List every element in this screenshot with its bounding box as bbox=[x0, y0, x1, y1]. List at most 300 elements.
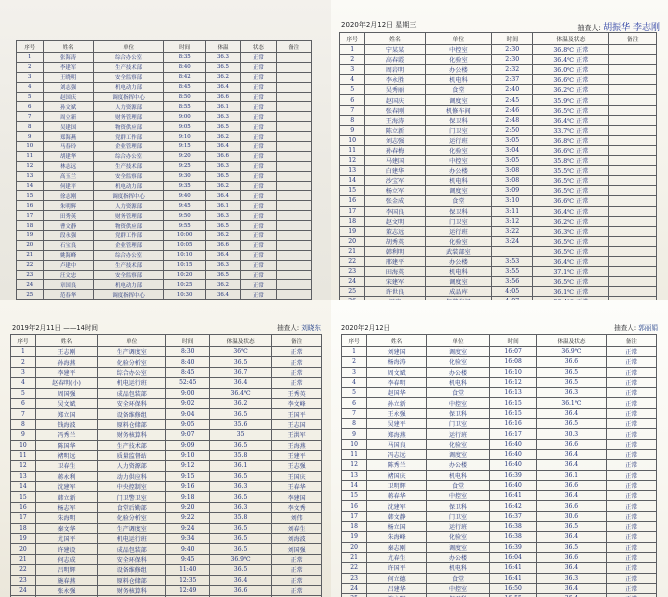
cell-temp: 36.3 bbox=[205, 260, 240, 270]
col-header-unit: 单位 bbox=[98, 335, 166, 347]
table-row bbox=[342, 480, 657, 490]
cell-temp: 36.8℃ 正常 bbox=[533, 135, 609, 145]
cell-note bbox=[276, 211, 311, 221]
cell-temp: 36.6 bbox=[537, 439, 606, 449]
table-row bbox=[340, 256, 657, 266]
cell-status: 正常 bbox=[241, 280, 276, 290]
col-header-unit: 单位 bbox=[427, 335, 490, 347]
table-row bbox=[17, 142, 312, 152]
cell-unit: 办公楼 bbox=[425, 166, 492, 176]
table-row bbox=[340, 135, 657, 145]
cell-name: 刘志强 bbox=[365, 135, 425, 145]
cell-note bbox=[609, 236, 657, 246]
cell-name: 蒋永利 bbox=[35, 471, 97, 481]
cell-temp: 36.5 bbox=[205, 171, 240, 181]
cell-temp: 36.6 bbox=[210, 585, 272, 595]
cell-unit: 机修车间 bbox=[425, 105, 492, 115]
cell-time: 16:04 bbox=[490, 552, 537, 562]
cell-temp: 36.5℃ 正常 bbox=[533, 277, 609, 287]
cell-name: 宋建军 bbox=[365, 277, 425, 287]
table-row bbox=[340, 115, 657, 125]
cell-name: 秦志刚 bbox=[367, 542, 427, 552]
cell-note bbox=[609, 196, 657, 206]
cell-time: 3:11 bbox=[492, 206, 533, 216]
cell-unit: 原料仓储部 bbox=[98, 419, 166, 429]
cell-name: 石宝良 bbox=[43, 240, 93, 250]
cell-unit: 财务核算科 bbox=[98, 430, 166, 440]
table-row bbox=[11, 367, 322, 377]
cell-note: 正常 bbox=[606, 429, 656, 439]
cell-idx: 7 bbox=[342, 408, 367, 418]
cell-name: 杨志军 bbox=[35, 502, 97, 512]
cell-time: 11:40 bbox=[166, 565, 210, 575]
col-header-status: 状态 bbox=[241, 41, 276, 53]
cell-note bbox=[609, 216, 657, 226]
cell-status: 正常 bbox=[241, 211, 276, 221]
cell-status: 正常 bbox=[241, 142, 276, 152]
cell-unit: 设备维修组 bbox=[98, 565, 166, 575]
table-body-1 bbox=[17, 53, 312, 301]
cell-time: 16:40 bbox=[490, 439, 537, 449]
cell-note bbox=[276, 112, 311, 122]
table-row bbox=[342, 419, 657, 429]
cell-note: 正常 bbox=[606, 542, 656, 552]
table-row bbox=[11, 440, 322, 450]
cell-idx: 19 bbox=[342, 532, 367, 542]
cell-unit: 财务管理部 bbox=[93, 211, 164, 221]
cell-unit: 综合办公室 bbox=[93, 53, 164, 63]
cell-temp: 36.9℃ bbox=[210, 554, 272, 564]
cell-unit: 成品包装部 bbox=[98, 388, 166, 398]
table-wrap-4 bbox=[341, 334, 657, 597]
table-row bbox=[340, 145, 657, 155]
cell-time: 16:50 bbox=[490, 583, 537, 593]
cell-temp: 36.4 bbox=[537, 583, 606, 593]
cell-idx: 17 bbox=[340, 206, 365, 216]
cell-temp: 36.5℃ 正常 bbox=[533, 105, 609, 115]
cell-name: 韩文静 bbox=[367, 511, 427, 521]
cell-name: 韩利明 bbox=[365, 246, 425, 256]
cell-name: 许建设 bbox=[35, 544, 97, 554]
cell-temp: 35 bbox=[210, 430, 272, 440]
cell-note bbox=[609, 65, 657, 75]
table-row bbox=[340, 85, 657, 95]
cell-temp: 36.5 bbox=[210, 534, 272, 544]
cell-temp: 36.3 bbox=[205, 53, 240, 63]
cell-temp: 35.6 bbox=[210, 419, 272, 429]
table-row bbox=[342, 594, 657, 597]
form-sheet-bottom-left bbox=[0, 300, 331, 597]
inspector-signature-3: 刘晓东 bbox=[301, 324, 321, 332]
table-row bbox=[11, 575, 322, 585]
cell-name: 姚海峰 bbox=[43, 250, 93, 260]
cell-note: 正常 bbox=[606, 449, 656, 459]
cell-time: 9:35 bbox=[164, 181, 205, 191]
cell-note bbox=[609, 267, 657, 277]
cell-note bbox=[276, 280, 311, 290]
table-wrap-2 bbox=[339, 32, 657, 300]
cell-name: 宁某某 bbox=[365, 45, 425, 55]
table-row bbox=[342, 491, 657, 501]
col-header-name: 姓名 bbox=[367, 335, 427, 347]
cell-unit: 质量监督站 bbox=[98, 450, 166, 460]
table-row bbox=[342, 573, 657, 583]
cell-temp: 36.2 bbox=[205, 280, 240, 290]
cell-temp: 36.5℃ 正常 bbox=[533, 186, 609, 196]
cell-note bbox=[609, 156, 657, 166]
cell-name: 郑立国 bbox=[35, 409, 97, 419]
cell-idx: 5 bbox=[340, 85, 365, 95]
cell-note bbox=[276, 151, 311, 161]
cell-time: 8:42 bbox=[164, 72, 205, 82]
cell-idx: 8 bbox=[340, 115, 365, 125]
cell-name: 朱海明 bbox=[35, 513, 97, 523]
cell-temp: 35.8 bbox=[210, 513, 272, 523]
cell-name: 田海英 bbox=[365, 267, 425, 277]
table-row bbox=[17, 201, 312, 211]
cell-status: 正常 bbox=[241, 260, 276, 270]
cell-name: 李建军 bbox=[43, 62, 93, 72]
cell-idx: 1 bbox=[11, 347, 36, 357]
cell-time: 10:10 bbox=[164, 250, 205, 260]
cell-idx: 21 bbox=[342, 552, 367, 562]
cell-note: 正常 bbox=[272, 575, 322, 585]
cell-time: 9:40 bbox=[166, 544, 210, 554]
cell-note: 正常 bbox=[606, 470, 656, 480]
cell-temp: 36.4 bbox=[205, 82, 240, 92]
cell-unit: 生产技术部 bbox=[93, 260, 164, 270]
cell-temp: 36.4 bbox=[205, 290, 240, 300]
cell-name: 王海涛 bbox=[365, 115, 425, 125]
cell-name: 马国良 bbox=[367, 439, 427, 449]
cell-time: 12:49 bbox=[166, 585, 210, 595]
table-row bbox=[342, 367, 657, 377]
table-row bbox=[11, 523, 322, 533]
cell-time: 16:41 bbox=[490, 563, 537, 573]
cell-temp: 35.8 bbox=[210, 450, 272, 460]
cell-note: 正常 bbox=[606, 460, 656, 470]
cell-name: 李国良 bbox=[365, 206, 425, 216]
cell-time: 8:40 bbox=[164, 62, 205, 72]
cell-unit: 化验室 bbox=[425, 145, 492, 155]
cell-idx: 14 bbox=[17, 181, 44, 191]
cell-unit: 调度指挥中心 bbox=[93, 191, 164, 201]
cell-status: 正常 bbox=[241, 72, 276, 82]
cell-name: 周立新 bbox=[43, 112, 93, 122]
cell-note: 王国庆 bbox=[272, 471, 322, 481]
cell-temp: 36.2 bbox=[210, 398, 272, 408]
cell-unit: 机电动力部 bbox=[93, 82, 164, 92]
cell-idx: 3 bbox=[11, 367, 36, 377]
cell-idx: 25 bbox=[340, 287, 365, 297]
cell-unit: 综合办公室 bbox=[93, 151, 164, 161]
cell-note bbox=[276, 122, 311, 132]
cell-note bbox=[609, 45, 657, 55]
cell-temp: 36.4 bbox=[537, 408, 606, 418]
cell-note bbox=[609, 226, 657, 236]
cell-status: 正常 bbox=[241, 240, 276, 250]
cell-idx: 12 bbox=[11, 461, 36, 471]
cell-time: 10:15 bbox=[164, 260, 205, 270]
table-row bbox=[17, 112, 312, 122]
table-row bbox=[11, 461, 322, 471]
cell-note: 正常 bbox=[606, 573, 656, 583]
cell-note: 刘伟 bbox=[272, 513, 322, 523]
cell-idx: 2 bbox=[340, 55, 365, 65]
cell-time: 3:24 bbox=[492, 236, 533, 246]
table-row bbox=[17, 102, 312, 112]
cell-note: 王国平 bbox=[272, 409, 322, 419]
cell-unit: 安全环保科 bbox=[98, 554, 166, 564]
cell-idx: 13 bbox=[340, 166, 365, 176]
cell-time: 2:32 bbox=[492, 65, 533, 75]
cell-temp: 36.6 bbox=[537, 552, 606, 562]
table-row bbox=[11, 502, 322, 512]
table-row bbox=[11, 565, 322, 575]
cell-temp bbox=[537, 594, 606, 597]
cell-temp: 36.5 bbox=[210, 440, 272, 450]
cell-name: 赵国华 bbox=[367, 388, 427, 398]
cell-name: 汪文忠 bbox=[43, 270, 93, 280]
cell-temp: 36.2 bbox=[205, 181, 240, 191]
cell-temp: 36.6 bbox=[205, 240, 240, 250]
cell-time: 3:22 bbox=[492, 226, 533, 236]
cell-temp: 36.5 bbox=[537, 377, 606, 387]
cell-note: 刘春生 bbox=[272, 523, 322, 533]
cell-temp: 36.5 bbox=[537, 522, 606, 532]
table-row bbox=[342, 398, 657, 408]
cell-time: 16:40 bbox=[490, 480, 537, 490]
cell-temp: 36.1℃ 正常 bbox=[533, 287, 609, 297]
cell-time: 16:42 bbox=[490, 501, 537, 511]
cell-unit: 门卫室 bbox=[425, 216, 492, 226]
cell-name: 韩立新 bbox=[35, 492, 97, 502]
table-row bbox=[11, 378, 322, 388]
col-header-temp: 体温及状态 bbox=[210, 335, 272, 347]
cell-temp: 36.6 bbox=[537, 501, 606, 511]
cell-status: 正常 bbox=[241, 132, 276, 142]
cell-note: 李文峰 bbox=[272, 398, 322, 408]
cell-name: 陈立新 bbox=[365, 125, 425, 135]
cell-time: 16:38 bbox=[490, 532, 537, 542]
cell-name: 周岩明 bbox=[365, 65, 425, 75]
cell-unit: 食堂后勤部 bbox=[98, 502, 166, 512]
cell-time: 9:12 bbox=[166, 461, 210, 471]
table-row bbox=[17, 171, 312, 181]
table-row bbox=[342, 583, 657, 593]
cell-idx: 6 bbox=[342, 398, 367, 408]
cell-idx: 3 bbox=[340, 65, 365, 75]
cell-unit: 人力资源部 bbox=[93, 102, 164, 112]
table-row bbox=[342, 511, 657, 521]
cell-idx: 18 bbox=[342, 522, 367, 532]
cell-idx: 6 bbox=[11, 398, 36, 408]
col-header-time: 时间 bbox=[492, 33, 533, 45]
cell-temp: 36.4℃ bbox=[210, 388, 272, 398]
cell-time: 3:04 bbox=[492, 145, 533, 155]
cell-note bbox=[276, 221, 311, 231]
cell-time: 3:56 bbox=[492, 277, 533, 287]
table-row bbox=[340, 236, 657, 246]
table-row bbox=[17, 122, 312, 132]
cell-idx: 6 bbox=[340, 95, 365, 105]
cell-temp: 36.5 bbox=[205, 270, 240, 280]
cell-idx: 8 bbox=[11, 419, 36, 429]
cell-note bbox=[276, 102, 311, 112]
cell-temp: 36.6℃ 正常 bbox=[533, 75, 609, 85]
cell-idx: 24 bbox=[17, 280, 44, 290]
table-row bbox=[11, 513, 322, 523]
table-row bbox=[17, 72, 312, 82]
cell-unit: 保卫科 bbox=[427, 501, 490, 511]
cell-unit: 综合办公室 bbox=[98, 367, 166, 377]
table-row bbox=[342, 563, 657, 573]
cell-idx: 7 bbox=[340, 105, 365, 115]
cell-idx: 12 bbox=[17, 161, 44, 171]
cell-unit: 企业管理部 bbox=[93, 142, 164, 152]
cell-note: 正常 bbox=[606, 563, 656, 573]
cell-name: 杨海涛 bbox=[367, 357, 427, 367]
cell-status: 正常 bbox=[241, 53, 276, 63]
cell-temp: 30.6 bbox=[537, 511, 606, 521]
cell-note: 王春华 bbox=[272, 482, 322, 492]
cell-unit: 安全监察部 bbox=[93, 171, 164, 181]
cell-note bbox=[609, 105, 657, 115]
cell-temp: 36.1℃ bbox=[537, 398, 606, 408]
cell-note bbox=[609, 246, 657, 256]
cell-idx: 21 bbox=[11, 554, 36, 564]
cell-temp: 36.3 bbox=[205, 161, 240, 171]
cell-name: 田秀英 bbox=[43, 211, 93, 221]
cell-temp: 36.6 bbox=[537, 357, 606, 367]
table-row bbox=[342, 439, 657, 449]
table-row bbox=[11, 450, 322, 460]
cell-temp: 36.5 bbox=[205, 122, 240, 132]
cell-temp: 36.5 bbox=[210, 565, 272, 575]
cell-name: 陈秀兰 bbox=[367, 460, 427, 470]
table-row bbox=[342, 347, 657, 357]
cell-idx: 19 bbox=[17, 231, 44, 241]
cell-note bbox=[276, 191, 311, 201]
table-row bbox=[11, 585, 322, 595]
table-wrap-3 bbox=[10, 334, 322, 597]
cell-temp: 36.3 bbox=[537, 573, 606, 583]
cell-idx: 22 bbox=[11, 565, 36, 575]
cell-note bbox=[609, 166, 657, 176]
cell-temp: 36.5 bbox=[210, 471, 272, 481]
cell-time: 16:40 bbox=[490, 449, 537, 459]
cell-note: 正常 bbox=[606, 398, 656, 408]
table-row bbox=[340, 176, 657, 186]
cell-unit: 调度室 bbox=[425, 95, 492, 105]
cell-time: 9:00 bbox=[164, 112, 205, 122]
cell-note bbox=[609, 115, 657, 125]
cell-temp: 36.2 bbox=[205, 231, 240, 241]
meta-line-4 bbox=[341, 322, 658, 332]
table-row bbox=[340, 55, 657, 65]
table-row bbox=[342, 388, 657, 398]
cell-unit: 机电动力部 bbox=[93, 280, 164, 290]
cell-unit: 设备维修组 bbox=[98, 409, 166, 419]
cell-name: 周国强 bbox=[35, 388, 97, 398]
cell-status: 正常 bbox=[241, 221, 276, 231]
table-wrap-1 bbox=[16, 40, 312, 300]
cell-time: 16:16 bbox=[490, 419, 537, 429]
cell-temp: 36.4 bbox=[210, 575, 272, 585]
cell-temp: 36.3 bbox=[210, 482, 272, 492]
inspector-label-3: 抽查人: bbox=[277, 324, 300, 332]
table-row bbox=[17, 191, 312, 201]
cell-name: 吕明辉 bbox=[35, 565, 97, 575]
cell-idx: 17 bbox=[17, 211, 44, 221]
cell-note: 王秀英 bbox=[272, 388, 322, 398]
cell-idx: 18 bbox=[17, 221, 44, 231]
cell-time: 3:12 bbox=[492, 216, 533, 226]
table-row bbox=[17, 161, 312, 171]
cell-temp: 33.7℃ 正常 bbox=[533, 125, 609, 135]
cell-unit: 运行班 bbox=[425, 226, 492, 236]
cell-note bbox=[276, 92, 311, 102]
cell-name: 赵国庆 bbox=[365, 95, 425, 105]
cell-idx: 9 bbox=[11, 430, 36, 440]
cell-note: 正常 bbox=[272, 378, 322, 388]
cell-note: 正常 bbox=[606, 532, 656, 542]
cell-time: 2:46 bbox=[492, 105, 533, 115]
cell-note: 王洪军 bbox=[272, 430, 322, 440]
cell-note: 王海燕 bbox=[272, 440, 322, 450]
cell-temp: 36.2℃ 正常 bbox=[533, 216, 609, 226]
cell-note bbox=[609, 55, 657, 65]
cell-idx bbox=[342, 594, 367, 597]
cell-name: 胡建华 bbox=[43, 151, 93, 161]
cell-unit: 运行班 bbox=[425, 135, 492, 145]
cell-time: 2:30 bbox=[492, 45, 533, 55]
cell-note bbox=[276, 53, 311, 63]
cell-note: 正常 bbox=[606, 480, 656, 490]
cell-temp: 36.4 bbox=[537, 491, 606, 501]
cell-status: 正常 bbox=[241, 290, 276, 300]
cell-temp: 36.6 bbox=[205, 92, 240, 102]
cell-idx: 10 bbox=[11, 440, 36, 450]
cell-time: 2:50 bbox=[492, 125, 533, 135]
cell-note bbox=[276, 240, 311, 250]
cell-time: 16:41 bbox=[490, 573, 537, 583]
cell-time: 9:10 bbox=[164, 132, 205, 142]
cell-note: 正常 bbox=[272, 585, 322, 595]
cell-time: 8:40 bbox=[166, 357, 210, 367]
cell-note bbox=[276, 250, 311, 260]
cell-name: 尤春生 bbox=[367, 552, 427, 562]
cell-status: 正常 bbox=[241, 151, 276, 161]
cell-name: 张永强 bbox=[35, 585, 97, 595]
cell-idx: 7 bbox=[17, 112, 44, 122]
cell-time: 16:12 bbox=[490, 377, 537, 387]
cell-time: 9:00 bbox=[166, 388, 210, 398]
cell-temp: 36.5 bbox=[537, 542, 606, 552]
cell-time: 3:08 bbox=[492, 176, 533, 186]
cell-note bbox=[276, 270, 311, 280]
meta-line-3 bbox=[12, 322, 321, 332]
col-header-idx: 序号 bbox=[340, 33, 365, 45]
cell-note: 正常 bbox=[272, 347, 322, 357]
cell-note: 正常 bbox=[272, 565, 322, 575]
col-header-idx: 序号 bbox=[342, 335, 367, 347]
inspector-group-3 bbox=[277, 322, 321, 332]
cell-idx: 8 bbox=[342, 419, 367, 429]
cell-temp: 37.1℃ 正常 bbox=[533, 267, 609, 277]
cell-time: 9:50 bbox=[164, 211, 205, 221]
cell-status: 正常 bbox=[241, 191, 276, 201]
